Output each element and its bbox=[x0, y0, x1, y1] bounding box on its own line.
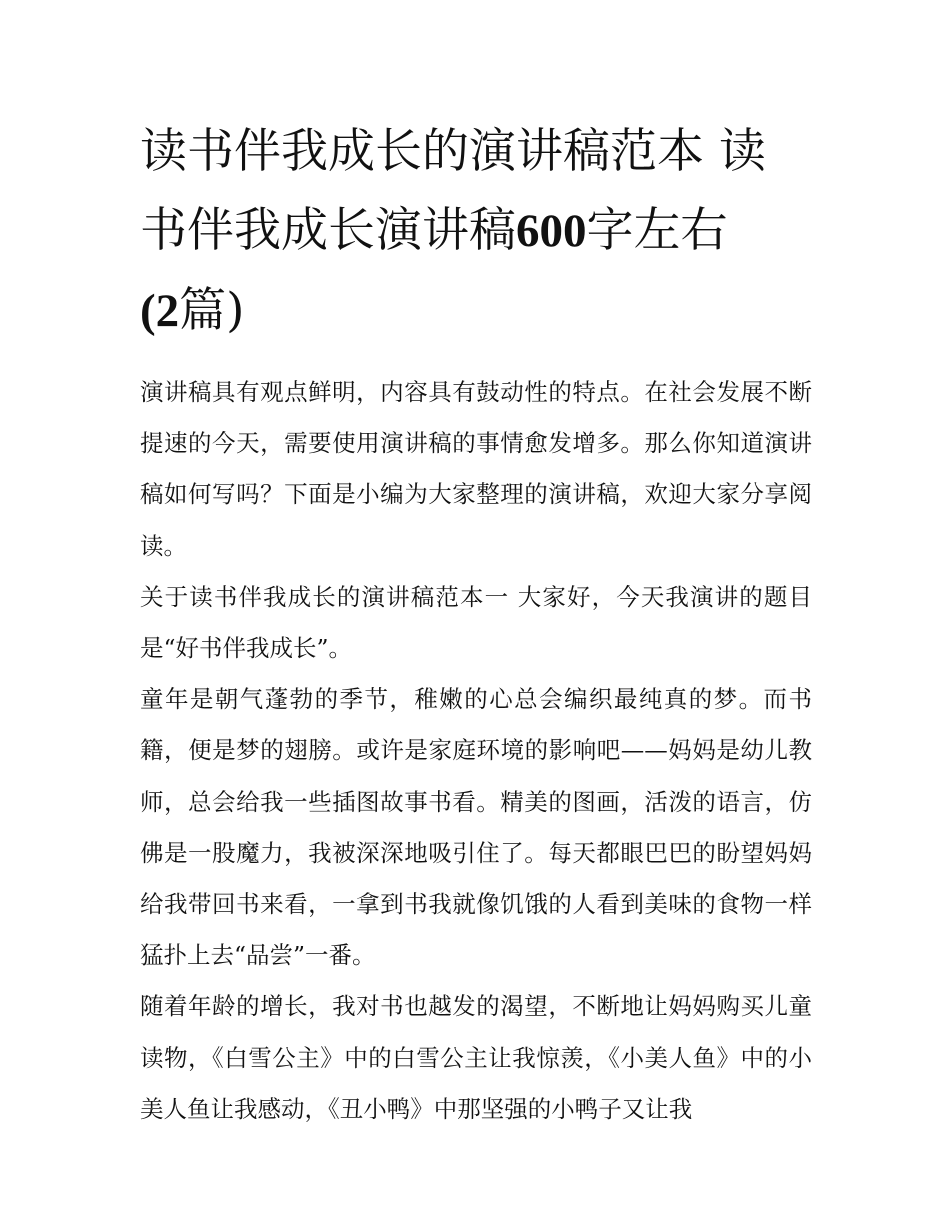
title-text-part2: 字左右 bbox=[586, 203, 728, 258]
title-text-part1: 读书伴我成长的演讲稿范本 读书伴我成长演讲稿 bbox=[140, 124, 766, 258]
document-body bbox=[140, 367, 812, 1135]
paragraph-opening: 关于读书伴我成长的演讲稿范本一 大家好，今天我演讲的题目是“好书伴我成长”。 bbox=[140, 582, 812, 663]
paragraph-growth: 随着年龄的增长，我对书也越发的渴望，不断地让妈妈购买儿童读物，《白雪公主》中的白雪公主让我惊羡，《小美人鱼》中的小美人鱼让我感动，《丑小鸭》中那坚强的小鸭子又让我 bbox=[140, 992, 812, 1123]
paragraph-childhood: 童年是朝气蓬勃的季节，稚嫩的心总会编织最纯真的梦。而书籍，便是梦的翅膀。或许是家庭环境的影响吧——妈妈是幼儿教师，总会给我一些插图故事书看。精美的图画，活泼的语言，仿佛是一股魔力，我被深深地吸引住了。每天都眼巴巴的盼望妈妈给我带回书来看，一拿到书我就像饥饿的人看到美味的食物一样猛扑上去“品尝”一番。 bbox=[140, 685, 812, 970]
title-text-part3: (2 bbox=[140, 285, 180, 337]
paragraph-intro: 演讲稿具有观点鲜明，内容具有鼓动性的特点。在社会发展不断提速的今天，需要使用演讲稿的事情愈发增多。那么你知道演讲稿如何写吗？下面是小编为大家整理的演讲稿，欢迎大家分享阅读。 bbox=[140, 378, 812, 560]
document-title bbox=[140, 112, 812, 351]
document-page bbox=[140, 112, 812, 1135]
title-text-part4: 篇) bbox=[179, 283, 245, 338]
title-number: 600 bbox=[516, 205, 587, 257]
